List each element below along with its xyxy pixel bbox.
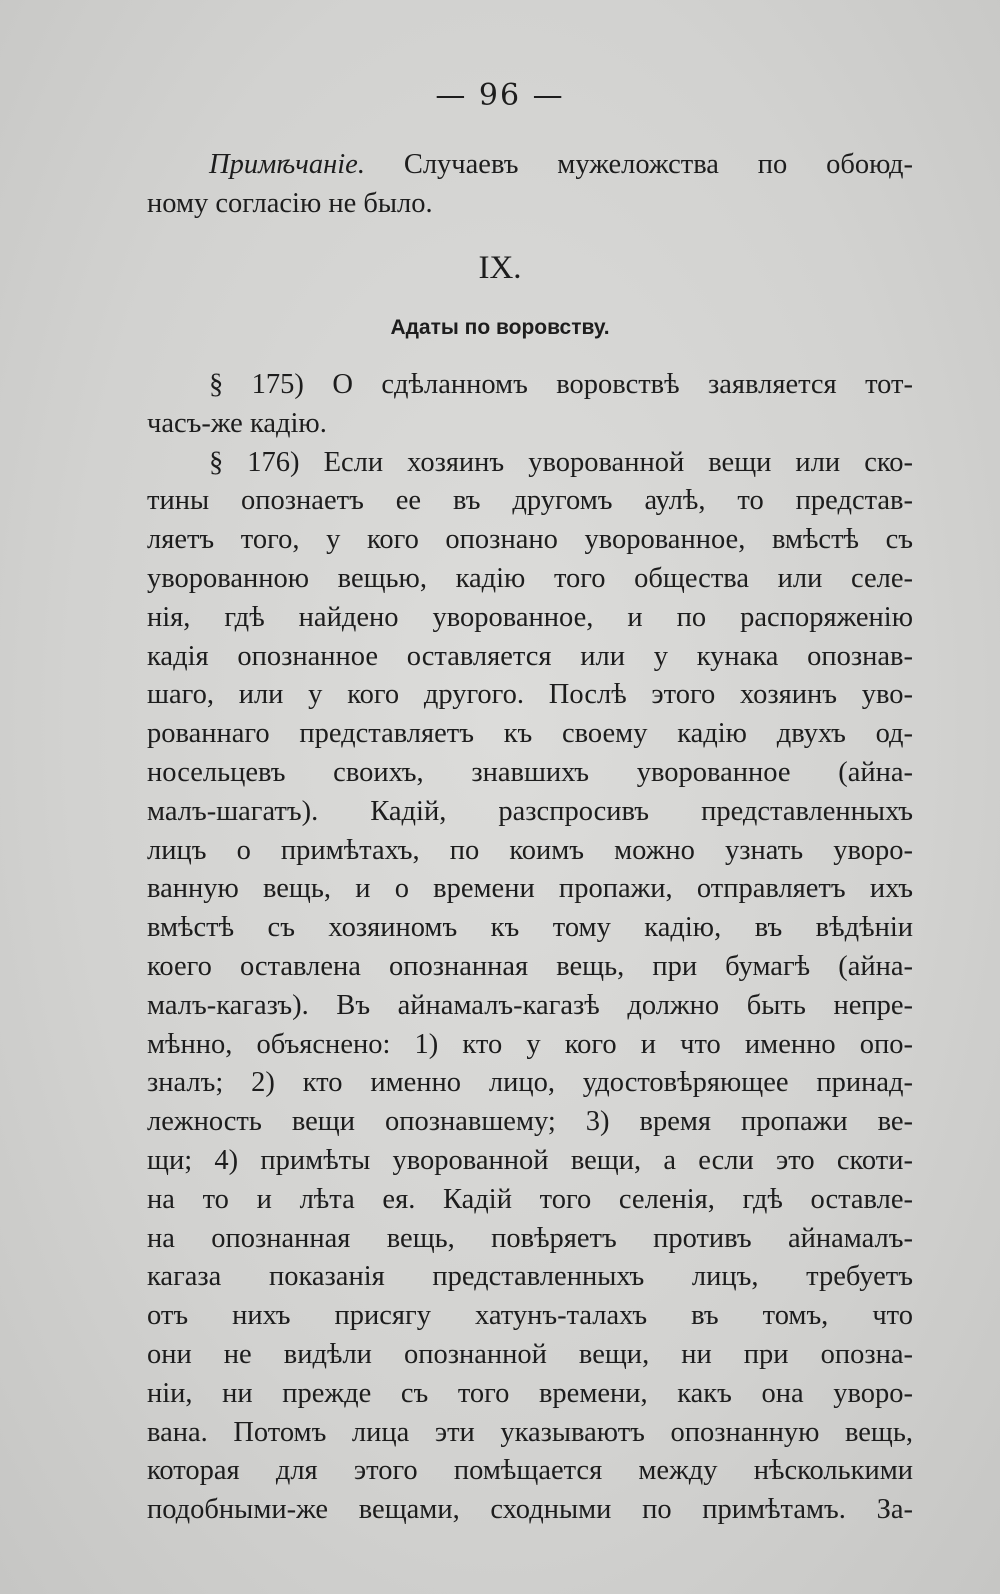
text-line: носельцевъ своихъ, знавшихъ уворованное (айна- [147, 756, 913, 788]
text-line: малъ-кагазъ). Въ айнамалъ-кагазѣ должно быть непре- [147, 989, 913, 1021]
text-line: коего оставлена опознанная вещь, при бумагѣ (айна- [147, 950, 913, 982]
note-text: Случаевъ мужеложства по обоюд- [364, 149, 913, 180]
text-line: лежность вещи опознавшему; 3) время пропажи ве- [147, 1106, 913, 1138]
text-line: подобными-же вещами, сходными по примѣтамъ. За- [147, 1494, 913, 1526]
text-line: они не видѣли опознанной вещи, ни при опозна- [147, 1338, 913, 1370]
page-number: — 96 — [435, 78, 565, 113]
text-line: кагаза показанія представленныхъ лицъ, требуетъ [147, 1261, 913, 1293]
text-line: § 176) Если хозяинъ уворованной вещи или ско- [209, 446, 913, 478]
text-line: § 175) О сдѣланномъ воровствѣ заявляется тот- [209, 369, 913, 400]
text-line: кадія опознанное оставляется или у кунака опознав- [147, 640, 913, 672]
text-line: часъ-же кадію. [147, 407, 327, 439]
text-line: тины опознаетъ ее въ другомъ аулѣ, то представ- [147, 485, 913, 517]
text-line: щи; 4) примѣты уворованной вещи, а если это скоти- [147, 1144, 913, 1176]
text-line: лицъ о примѣтахъ, по коимъ можно узнать уворо- [147, 834, 913, 866]
text-line: уворованною вещью, кадію того общества или селе- [147, 562, 913, 594]
text-line: отъ нихъ присягу хатунъ-талахъ въ томъ, что [147, 1300, 913, 1332]
note-paragraph [147, 146, 913, 224]
text-line: малъ-шагатъ). Кадій, разспросивъ представленныхъ [147, 795, 913, 827]
text-line: на опознанная вещь, повѣряетъ противъ айнамалъ- [147, 1222, 913, 1254]
text-line: на то и лѣта ея. Кадій того селенія, гдѣ оставле- [147, 1183, 913, 1215]
body-text [147, 366, 913, 1530]
text-line: вмѣстѣ съ хозяиномъ къ тому кадію, въ вѣдѣніи [147, 912, 913, 944]
text-line: которая для этого помѣщается между нѣсколькими [147, 1455, 913, 1487]
section-title: Адаты по воровству. [390, 316, 610, 339]
text-line: зналъ; 2) кто именно лицо, удостовѣряющее принад- [147, 1067, 913, 1099]
text-line: ніи, ни прежде съ того времени, какъ она уворо- [147, 1377, 913, 1409]
note-line: ному согласію не было. [147, 187, 433, 219]
note-line [147, 146, 913, 185]
text-line: мѣнно, объяснено: 1) кто у кого и что именно опо- [147, 1028, 913, 1060]
text-line: вана. Потомъ лица эти указываютъ опознанную вещь, [147, 1416, 913, 1448]
text-line: ванную вещь, и о времени пропажи, отправляетъ ихъ [147, 873, 913, 905]
text-line: ляетъ того, у кого опознано уворованное, вмѣстѣ съ [147, 524, 913, 556]
text-line: шаго, или у кого другого. Послѣ этого хозяинъ уво- [147, 679, 913, 711]
text-line: рованнаго представляетъ къ своему кадію двухъ од- [147, 718, 913, 750]
text-line: нія, гдѣ найдено уворованное, и по распоряженію [147, 601, 913, 633]
section-number: IX. [478, 250, 522, 286]
note-label: Примѣчаніе. [209, 149, 365, 180]
